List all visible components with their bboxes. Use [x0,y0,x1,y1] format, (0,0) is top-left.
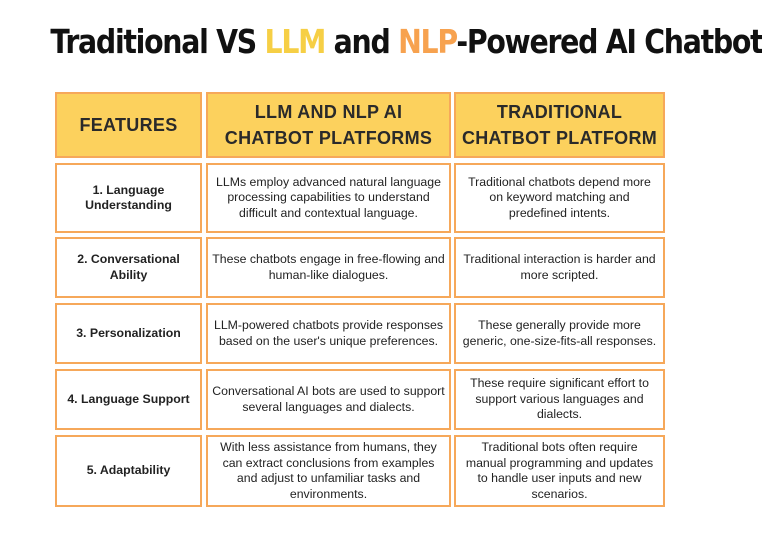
feature-adaptability: 5. Adaptability [55,435,202,507]
feature-personalization: 3. Personalization [55,303,202,364]
feature-language-understanding: 1. Language Understanding [55,163,202,233]
traditional-adaptability: Traditional bots often require manual programming and updates to handle user inputs and new scenarios. [454,435,665,507]
llm-adaptability: With less assistance from humans, they can extract conclusions from examples and adjust to unfamiliar tasks and environments. [206,435,451,507]
feature-language-support: 4. Language Support [55,369,202,430]
title-part-1: Traditional VS [50,22,265,61]
llm-language-understanding: LLMs employ advanced natural language processing capabilities to understand difficult and contextual language. [206,163,451,233]
llm-language-support: Conversational AI bots are used to support several languages and dialects. [206,369,451,430]
traditional-language-understanding: Traditional chatbots depend more on keyword matching and predefined intents. [454,163,665,233]
feature-conversational-ability: 2. Conversational Ability [55,237,202,298]
traditional-personalization: These generally provide more generic, one-size-fits-all responses. [454,303,665,364]
title-part-3: -Powered AI Chatbot [456,22,762,61]
title-llm: LLM [264,22,326,61]
title-nlp: NLP [398,22,457,61]
traditional-conversational-ability: Traditional interaction is harder and more scripted. [454,237,665,298]
llm-personalization: LLM-powered chatbots provide responses based on the user's unique preferences. [206,303,451,364]
title-part-2: and [325,22,399,61]
traditional-language-support: These require significant effort to support various languages and dialects. [454,369,665,430]
header-llm-nlp: LLM AND NLP AI CHATBOT PLATFORMS [206,92,451,158]
llm-conversational-ability: These chatbots engage in free-flowing and human-like dialogues. [206,237,451,298]
page-title [50,22,762,61]
header-traditional: TRADITIONAL CHATBOT PLATFORM [454,92,665,158]
header-features: FEATURES [55,92,202,158]
